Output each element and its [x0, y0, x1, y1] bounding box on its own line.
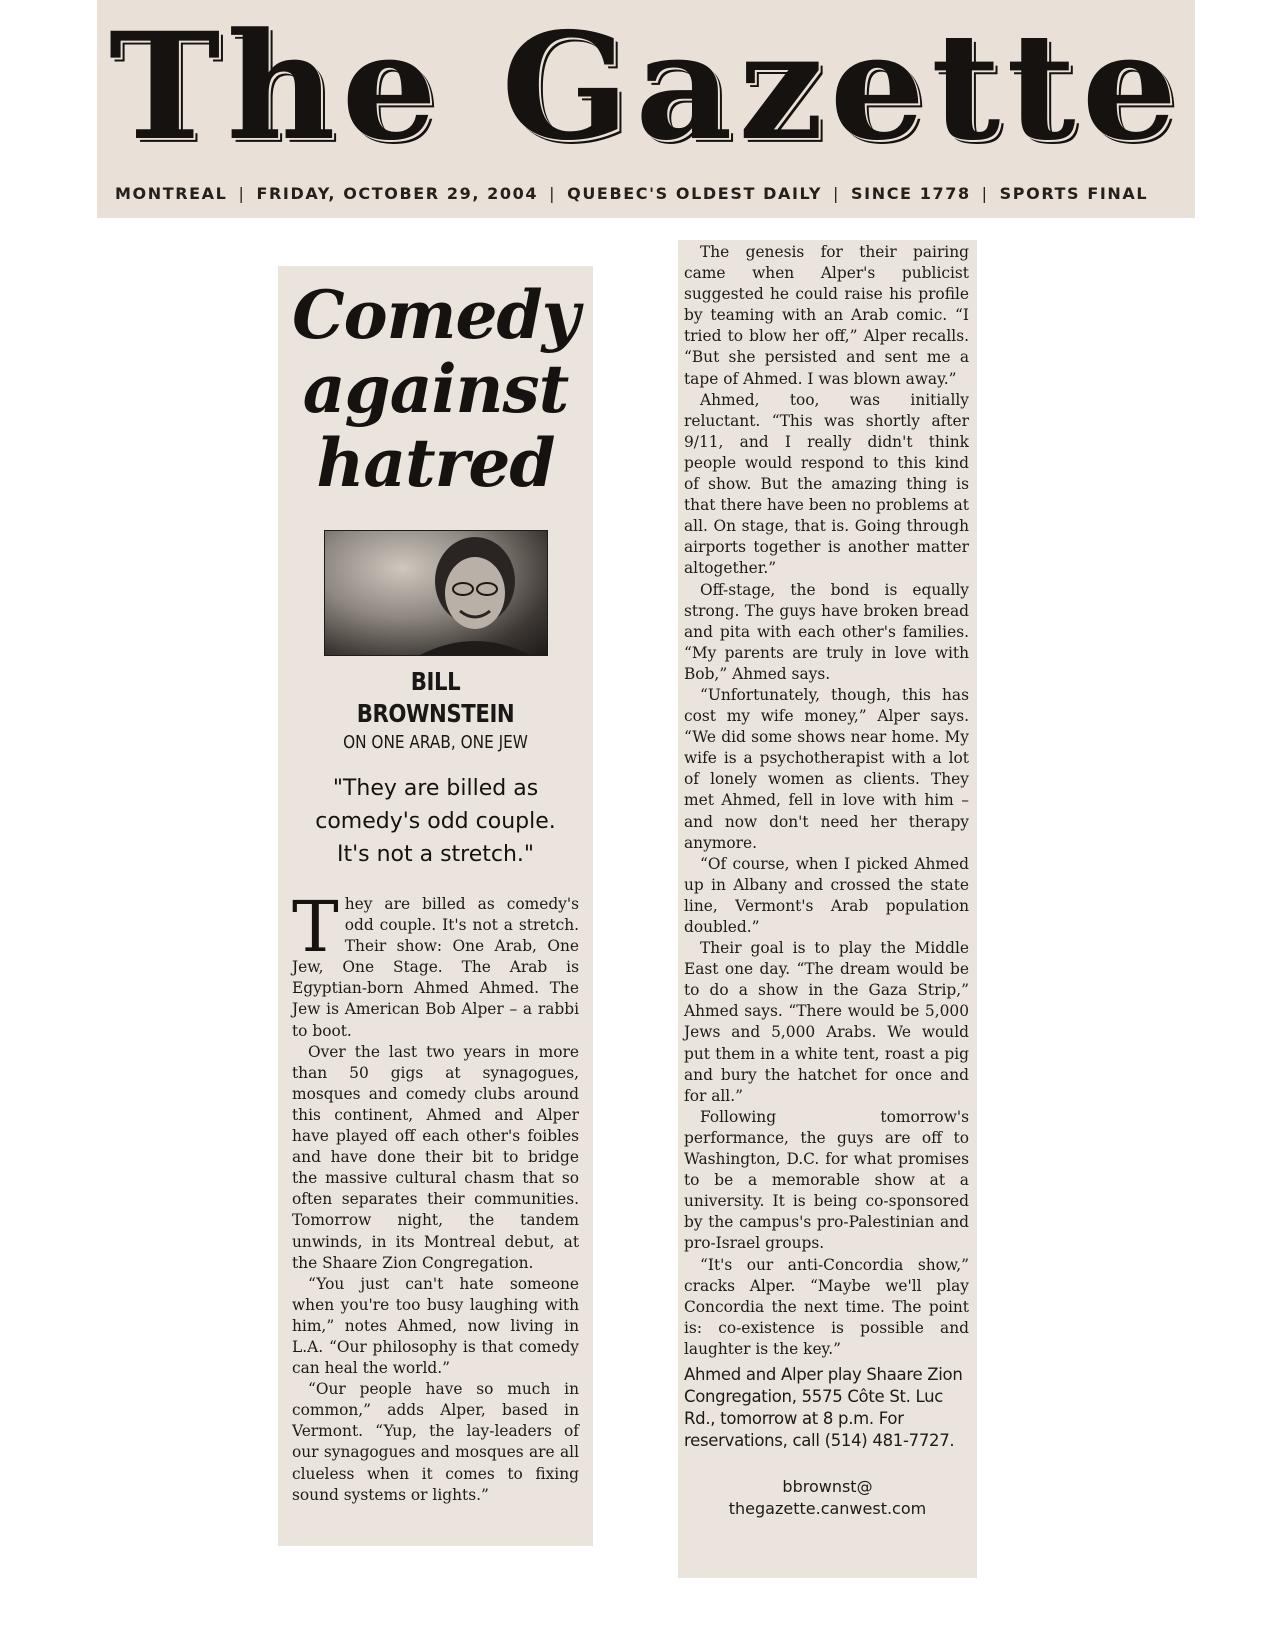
headline [278, 278, 593, 500]
email-line: thegazette.canwest.com [728, 1499, 927, 1518]
masthead-edition: SPORTS FINAL [999, 184, 1149, 203]
author-photo [324, 530, 548, 656]
pull-quote-line: comedy's odd couple. [315, 809, 556, 834]
masthead-slogan: QUEBEC'S OLDEST DAILY [567, 184, 823, 203]
paragraph: Following tomorrow's performance, the guys are off to Washington, D.C. for what promises to be a memorable show at a university. It is being co-sponsored by the campus's pro-Palestinian and pro-Israel groups. [684, 1107, 969, 1253]
drop-cap: T [292, 886, 339, 968]
headline-line: hatred [316, 424, 555, 502]
article-body-right [684, 242, 969, 1360]
article-clip-right [678, 240, 977, 1578]
byline [278, 666, 593, 756]
author-email [678, 1476, 977, 1520]
author-first-name: BILL [410, 667, 461, 696]
newspaper-title: The Gazette [108, 0, 1184, 174]
paragraph: Over the last two years in more than 50 gigs at synagogues, mosques and comedy clubs around this continent, Ahmed and Alper have played off each other's foibles and have done their bit to bridge the massive cultural chasm that so often separates their communities. Tomorrow night, the tandem unwinds, in its Montreal debut, at the Shaare Zion Congregation. [292, 1042, 579, 1272]
paragraph-text: hey are billed as comedy's odd couple. It's not a stretch. Their show: One Arab, One Jew, One Stage. The Arab is Egyptian-born Ahmed Ahmed. The Jew is American Bob Alper – a rabbi to boot. [292, 895, 579, 1040]
pull-quote [284, 772, 587, 871]
article-clip-left [278, 266, 593, 1546]
paragraph: “Of course, when I picked Ahmed up in Albany and crossed the state line, Vermont's Arab population doubled.” [684, 854, 969, 936]
paragraph: “It's our anti-Concordia show,” cracks Alper. “Maybe we'll play Concordia the next time. The point is: co-existence is possible and laughter is the key.” [684, 1255, 969, 1358]
divider: | [549, 184, 557, 203]
column-name: ON ONE ARAB, ONE JEW [343, 732, 528, 753]
email-line: bbrownst@ [782, 1477, 873, 1496]
divider: | [981, 184, 989, 203]
author-portrait-image [325, 531, 547, 655]
divider: | [238, 184, 246, 203]
pull-quote-line: It's not a stretch." [336, 842, 535, 867]
paragraph: Their goal is to play the Middle East one day. “The dream would be to do a show in the Gaza Strip,” Ahmed says. “There would be 5,000 Jews and 5,000 Arabs. We would put them in a white tent, roast a pig and bury the hatchet for once and for all.” [684, 939, 969, 1105]
paragraph [292, 886, 579, 1042]
paragraph: The genesis for their pairing came when Alper's publicist suggested he could raise his profile by teaming with an Arab comic. “I tried to blow her off,” Alper recalls. “But she persisted and sent me a tape of Ahmed. I was blown away.” [684, 243, 969, 388]
masthead-since: SINCE 1778 [851, 184, 971, 203]
masthead [97, 0, 1195, 218]
masthead-info-bar [115, 184, 1185, 203]
paragraph: “Our people have so much in common,” adds Alper, based in Vermont. “Yup, the lay-leaders of our synagogues and mosques are all clueless when it comes to fixing sound systems or lights.” [292, 1380, 579, 1504]
masthead-date: FRIDAY, OCTOBER 29, 2004 [256, 184, 539, 203]
event-tagline: Ahmed and Alper play Shaare Zion Congregation, 5575 Côte St. Luc Rd., tomorrow at 8 p.m. For reservations, call (514) 481-7727. [684, 1365, 963, 1450]
pull-quote-line: "They are billed as [332, 776, 539, 801]
paragraph: “You just can't hate someone when you're too busy laughing with him,” notes Ahmed, now living in L.A. “Our philosophy is that comedy can heal the world.” [292, 1274, 579, 1378]
article-body-left [292, 886, 579, 1506]
masthead-city: MONTREAL [115, 184, 228, 203]
paragraph: Off-stage, the bond is equally strong. The guys have broken bread and pita with each other's families. “My parents are truly in love with Bob,” Ahmed says. [684, 580, 969, 683]
divider: | [833, 184, 841, 203]
paragraph: “Unfortunately, though, this has cost my wife money,” Alper says. “We did some shows near home. My wife is a psychotherapist with a lot of lonely women as clients. They met Ahmed, fell in love with him – and now don't need her therapy anymore. [684, 685, 969, 852]
author-last-name: BROWNSTEIN [356, 699, 515, 728]
headline-line: against [302, 350, 569, 428]
paragraph: Ahmed, too, was initially reluctant. “This was shortly after 9/11, and I really didn't think people would respond to this kind of show. But the amazing thing is that there have been no problems at all. On stage, that is. Going through airports together is another matter altogether.” [684, 390, 969, 578]
headline-line: Comedy [292, 276, 579, 354]
